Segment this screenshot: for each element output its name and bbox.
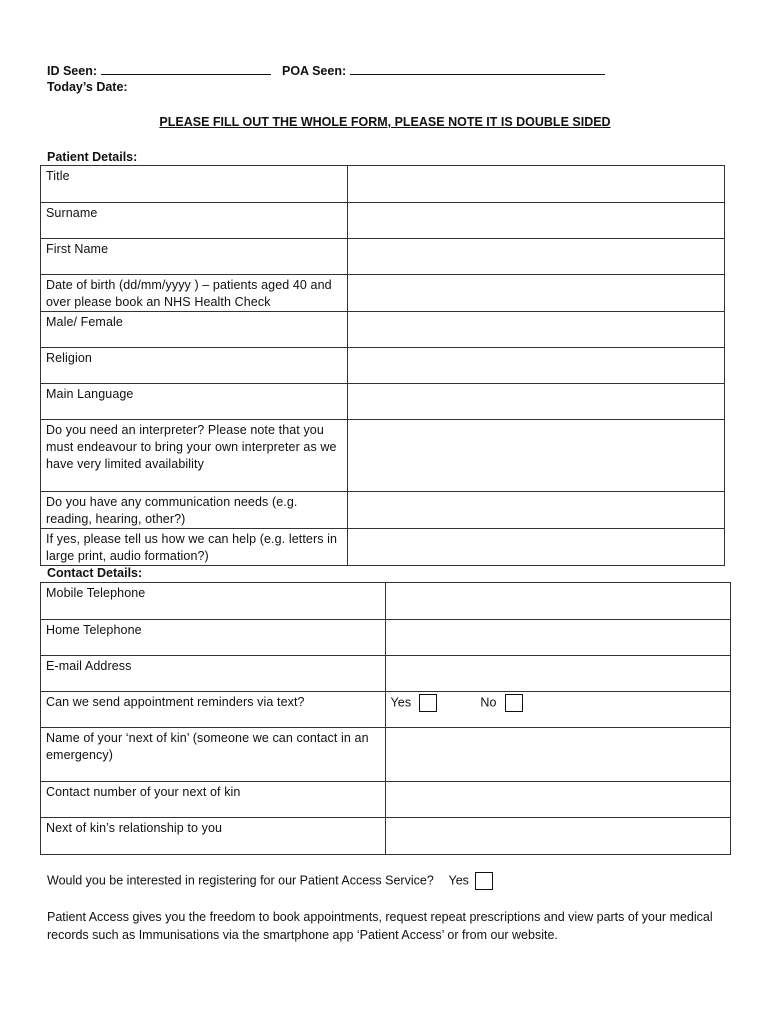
row-label-mobile: Mobile Telephone (41, 583, 386, 620)
row-label-kin-relationship: Next of kin’s relationship to you (41, 818, 386, 855)
religion-input-cell[interactable] (347, 348, 724, 384)
interpreter-input-cell[interactable] (347, 420, 724, 492)
table-row (41, 384, 725, 420)
table-row (41, 312, 725, 348)
home-telephone-input-cell[interactable] (385, 620, 730, 656)
patient-details-table (40, 165, 725, 566)
patient-access-question-row (47, 872, 493, 890)
id-seen-label: ID Seen: (47, 64, 98, 78)
row-label-next-of-kin: Name of your ‘next of kin’ (someone we can contact in an emergency) (41, 728, 386, 782)
table-row (41, 818, 731, 855)
row-label-first-name: First Name (41, 239, 348, 275)
row-label-home-telephone: Home Telephone (41, 620, 386, 656)
date-of-birth-input-cell[interactable] (347, 275, 724, 312)
kin-relationship-input-cell[interactable] (385, 818, 730, 855)
table-row (41, 239, 725, 275)
todays-date-label: Today’s Date: (47, 80, 128, 94)
row-label-communication-needs: Do you have any communication needs (e.g. reading, hearing, other?) (41, 492, 348, 529)
contact-details-table (40, 582, 731, 855)
row-label-text-reminders: Can we send appointment reminders via text? (41, 692, 386, 728)
row-label-interpreter: Do you need an interpreter? Please note that you must endeavour to bring your own interpreter as we have very limited availability (41, 420, 348, 492)
row-label-religion: Religion (41, 348, 348, 384)
double-sided-notice: PLEASE FILL OUT THE WHOLE FORM, PLEASE NOTE IT IS DOUBLE SIDED (159, 115, 611, 129)
id-seen-blank[interactable] (101, 62, 271, 75)
row-label-main-language: Main Language (41, 384, 348, 420)
table-row (41, 656, 731, 692)
table-row (41, 420, 725, 492)
mobile-input-cell[interactable] (385, 583, 730, 620)
poa-seen-blank[interactable] (350, 62, 605, 75)
table-row (41, 782, 731, 818)
email-input-cell[interactable] (385, 656, 730, 692)
row-label-surname: Surname (41, 203, 348, 239)
how-we-can-help-input-cell[interactable] (347, 529, 724, 566)
reminders-no-checkbox[interactable] (505, 694, 523, 712)
sex-input-cell[interactable] (347, 312, 724, 348)
reminders-no-label: No (480, 695, 497, 710)
poa-seen-field[interactable] (282, 62, 605, 78)
reminders-yes-checkbox[interactable] (419, 694, 437, 712)
row-label-email: E-mail Address (41, 656, 386, 692)
patient-details-heading: Patient Details: (47, 150, 138, 164)
row-label-title: Title (41, 166, 348, 203)
table-row (41, 692, 731, 728)
table-row (41, 728, 731, 782)
row-label-date-of-birth: Date of birth (dd/mm/yyyy ) – patients aged 40 and over please book an NHS Health Check (41, 275, 348, 312)
communication-needs-input-cell[interactable] (347, 492, 724, 529)
patient-access-question: Would you be interested in registering for our Patient Access Service? (47, 873, 434, 888)
next-of-kin-input-cell[interactable] (385, 728, 730, 782)
table-row (41, 203, 725, 239)
table-row (41, 492, 725, 529)
kin-number-input-cell[interactable] (385, 782, 730, 818)
reminders-yes-label: Yes (390, 695, 412, 710)
contact-details-heading: Contact Details: (47, 566, 143, 580)
text-reminders-options (385, 692, 730, 728)
table-row (41, 166, 725, 203)
patient-access-yes-label: Yes (448, 873, 469, 888)
table-row (41, 275, 725, 312)
table-row (41, 348, 725, 384)
id-seen-field[interactable] (47, 62, 271, 78)
poa-seen-label: POA Seen: (282, 64, 347, 78)
patient-access-yes-checkbox[interactable] (475, 872, 493, 890)
surname-input-cell[interactable] (347, 203, 724, 239)
patient-access-description: Patient Access gives you the freedom to book appointments, request repeat prescriptions and view parts of your medical records such as Immunisations via the smartphone app ‘Patient Access’ or from our website. (47, 910, 713, 942)
main-language-input-cell[interactable] (347, 384, 724, 420)
title-input-cell[interactable] (347, 166, 724, 203)
first-name-input-cell[interactable] (347, 239, 724, 275)
table-row (41, 620, 731, 656)
row-label-kin-number: Contact number of your next of kin (41, 782, 386, 818)
table-row (41, 583, 731, 620)
table-row (41, 529, 725, 566)
row-label-sex: Male/ Female (41, 312, 348, 348)
row-label-how-we-can-help: If yes, please tell us how we can help (e.g. letters in large print, audio formation?) (41, 529, 348, 566)
